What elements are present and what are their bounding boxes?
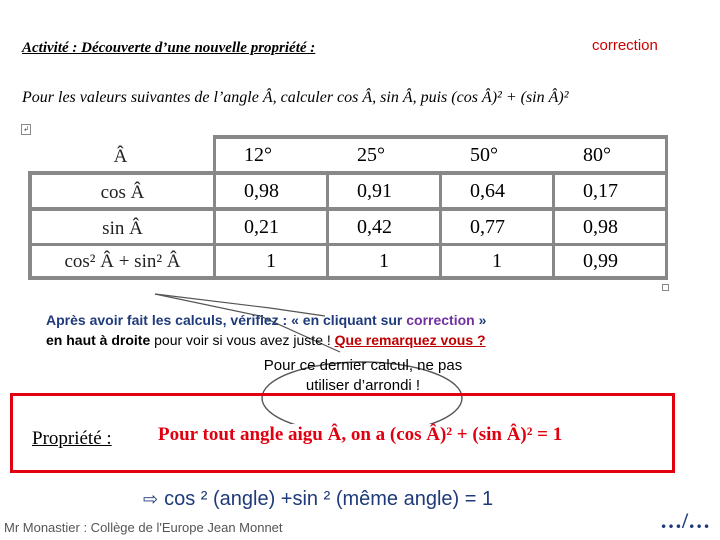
row-label-sin: sin Â <box>32 211 213 243</box>
sum-cell: 1 <box>329 246 439 276</box>
table-border <box>665 135 668 173</box>
property-label: Propriété : <box>32 428 112 449</box>
next-page-button[interactable]: …/… <box>660 508 711 533</box>
footer-credit: Mr Monastier : Collège de l'Europe Jean Monnet <box>4 520 283 535</box>
angle-cell: 25° <box>329 139 439 171</box>
values-table <box>28 135 668 280</box>
callout-note: Pour ce dernier calcul, ne pas utiliser d’arrondi ! <box>263 357 463 394</box>
comment-question: Que remarquez vous ? <box>334 332 486 348</box>
sin-cell: 0,42 <box>329 211 439 243</box>
instruction-text: Pour les valeurs suivantes de l’angle Â, calculer cos Â, sin Â, puis (cos Â)² + (sin Â)² <box>22 89 569 106</box>
row-label-angle: Â <box>28 135 213 171</box>
sum-cell: 1 <box>442 246 552 276</box>
comment-part1: Après avoir fait les calculs, vérifiez : « en cliquant sur <box>46 312 407 328</box>
row-label-cos: cos Â <box>32 175 213 207</box>
table-anchor-icon[interactable]: ↲ <box>21 124 31 135</box>
comment-text <box>46 310 646 350</box>
comment-part3: en haut à droite <box>46 332 151 348</box>
correction-link[interactable]: correction <box>592 37 658 54</box>
cos-cell: 0,98 <box>216 175 326 207</box>
property-text: Pour tout angle aigu Â, on a (cos Â)² + (sin Â)² = 1 <box>158 424 563 445</box>
sin-cell: 0,21 <box>216 211 326 243</box>
comment-part2: » <box>474 312 487 328</box>
cos-cell: 0,64 <box>442 175 552 207</box>
hollow-right-arrow-icon: ⇨ <box>143 489 159 509</box>
page-title: Activité : Découverte d’une nouvelle propriété : <box>22 40 316 56</box>
table-resize-handle-icon[interactable] <box>662 284 669 291</box>
cos-cell: 0,91 <box>329 175 439 207</box>
comment-part4: pour voir si vous avez juste ! <box>150 332 335 348</box>
summary-text: cos ² (angle) +sin ² (même angle) = 1 <box>164 488 494 510</box>
row-label-sum: cos² Â + sin² Â <box>32 246 213 276</box>
sin-cell: 0,77 <box>442 211 552 243</box>
summary-line <box>143 488 493 511</box>
cos-cell: 0,17 <box>555 175 665 207</box>
sin-cell: 0,98 <box>555 211 665 243</box>
angle-cell: 50° <box>442 139 552 171</box>
sum-cell: 1 <box>216 246 326 276</box>
sum-cell: 0,99 <box>555 246 665 276</box>
angle-cell: 80° <box>555 139 665 171</box>
angle-cell: 12° <box>216 139 326 171</box>
comment-correction-link[interactable]: correction <box>406 312 475 328</box>
